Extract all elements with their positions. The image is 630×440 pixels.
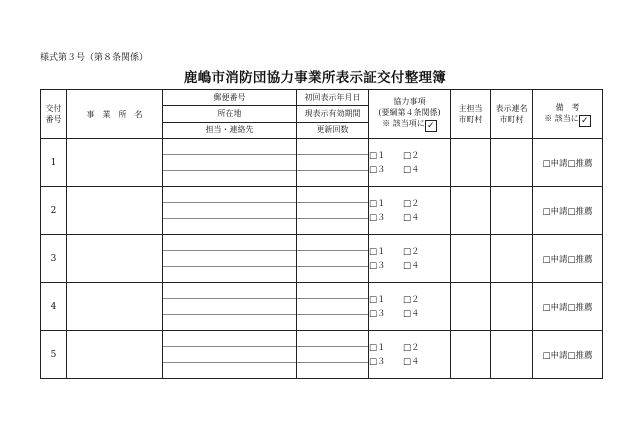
option-3-checkbox[interactable]: □３ bbox=[369, 356, 386, 367]
option-3-checkbox[interactable]: □３ bbox=[369, 308, 386, 319]
cooperation-options bbox=[369, 139, 451, 187]
location-field[interactable] bbox=[163, 347, 296, 363]
address-cell bbox=[163, 331, 297, 379]
main-town-cell[interactable] bbox=[451, 187, 491, 235]
date-cell bbox=[297, 235, 369, 283]
table-row bbox=[41, 283, 603, 331]
postal-code-field[interactable] bbox=[163, 283, 296, 299]
contact-field[interactable] bbox=[163, 315, 296, 330]
header-row bbox=[41, 90, 603, 139]
renewal-count-field[interactable] bbox=[297, 171, 368, 186]
issue-number-cell: 3 bbox=[41, 235, 67, 283]
table-row bbox=[41, 139, 603, 187]
issue-number-cell: 2 bbox=[41, 187, 67, 235]
options-line-2 bbox=[369, 307, 450, 321]
date-cell bbox=[297, 139, 369, 187]
col-cooperation bbox=[369, 90, 451, 139]
address-cell bbox=[163, 187, 297, 235]
option-3-checkbox[interactable]: □３ bbox=[369, 260, 386, 271]
option-2-checkbox[interactable]: □２ bbox=[403, 342, 420, 353]
date-cell bbox=[297, 331, 369, 379]
table-row bbox=[41, 331, 603, 379]
business-name-cell[interactable] bbox=[67, 331, 163, 379]
option-2-checkbox[interactable]: □２ bbox=[403, 246, 420, 257]
options-line-2 bbox=[369, 163, 450, 177]
postal-code-field[interactable] bbox=[163, 235, 296, 251]
col-main-town bbox=[451, 90, 491, 139]
options-line-1 bbox=[369, 197, 450, 211]
col-remarks-note: ※ 該当に bbox=[544, 113, 579, 123]
business-name-cell[interactable] bbox=[67, 139, 163, 187]
options-line-1 bbox=[369, 341, 450, 355]
valid-period-field[interactable] bbox=[297, 251, 368, 267]
options-line-2 bbox=[369, 259, 450, 273]
postal-code-field[interactable] bbox=[163, 139, 296, 155]
cooperation-options bbox=[369, 187, 451, 235]
col-main-town-line2: 市町村 bbox=[458, 115, 483, 124]
option-1-checkbox[interactable]: □１ bbox=[369, 342, 386, 353]
table-row bbox=[41, 235, 603, 283]
location-field[interactable] bbox=[163, 203, 296, 219]
first-display-date-field[interactable] bbox=[297, 139, 368, 155]
col-date-group bbox=[297, 90, 369, 139]
main-town-cell[interactable] bbox=[451, 235, 491, 283]
table-row bbox=[41, 187, 603, 235]
joint-town-cell[interactable] bbox=[491, 331, 533, 379]
remarks-cell[interactable]: □申請□推薦 bbox=[533, 283, 603, 331]
col-remarks-line1: 備 考 bbox=[555, 102, 580, 112]
options-line-1 bbox=[369, 149, 450, 163]
valid-period-field[interactable] bbox=[297, 347, 368, 363]
check-icon: ✓ bbox=[425, 120, 437, 132]
postal-code-field[interactable] bbox=[163, 187, 296, 203]
address-cell bbox=[163, 283, 297, 331]
first-display-date-field[interactable] bbox=[297, 331, 368, 347]
col-cooperation-line3 bbox=[369, 118, 450, 132]
option-2-checkbox[interactable]: □２ bbox=[403, 150, 420, 161]
valid-period-field[interactable] bbox=[297, 203, 368, 219]
issue-number-cell: 1 bbox=[41, 139, 67, 187]
option-2-checkbox[interactable]: □２ bbox=[403, 198, 420, 209]
date-cell bbox=[297, 187, 369, 235]
valid-period-field[interactable] bbox=[297, 155, 368, 171]
col-main-town-line1: 主担当 bbox=[458, 104, 483, 113]
col-first-display-date: 初回表示年月日 bbox=[297, 90, 368, 106]
cooperation-options bbox=[369, 235, 451, 283]
col-issue-no-line1: 交付 bbox=[45, 104, 62, 113]
option-1-checkbox[interactable]: □１ bbox=[369, 294, 386, 305]
remarks-cell[interactable]: □申請□推薦 bbox=[533, 139, 603, 187]
col-cooperation-line1: 協力事項 bbox=[393, 97, 426, 106]
check-icon: ✓ bbox=[579, 115, 591, 127]
option-4-checkbox[interactable]: □４ bbox=[403, 308, 420, 319]
page-title: 鹿嶋市消防団協力事業所表示証交付整理簿 bbox=[183, 70, 447, 86]
option-1-checkbox[interactable]: □１ bbox=[369, 198, 386, 209]
date-cell bbox=[297, 283, 369, 331]
options-line-1 bbox=[369, 293, 450, 307]
first-display-date-field[interactable] bbox=[297, 187, 368, 203]
option-2-checkbox[interactable]: □２ bbox=[403, 294, 420, 305]
col-business-name: 事 業 所 名 bbox=[67, 90, 163, 139]
renewal-count-field[interactable] bbox=[297, 219, 368, 234]
main-town-cell[interactable] bbox=[451, 283, 491, 331]
contact-field[interactable] bbox=[163, 171, 296, 186]
col-postal-code: 郵便番号 bbox=[163, 90, 296, 106]
contact-field[interactable] bbox=[163, 363, 296, 378]
col-address-group bbox=[163, 90, 297, 139]
main-town-cell[interactable] bbox=[451, 139, 491, 187]
col-remarks bbox=[533, 90, 603, 139]
first-display-date-field[interactable] bbox=[297, 283, 368, 299]
option-3-checkbox[interactable]: □３ bbox=[369, 164, 386, 175]
option-4-checkbox[interactable]: □４ bbox=[403, 164, 420, 175]
option-4-checkbox[interactable]: □４ bbox=[403, 212, 420, 223]
location-field[interactable] bbox=[163, 251, 296, 267]
col-contact: 担当・連絡先 bbox=[205, 125, 254, 135]
issue-number-cell: 5 bbox=[41, 331, 67, 379]
valid-period-field[interactable] bbox=[297, 299, 368, 315]
option-4-checkbox[interactable]: □４ bbox=[403, 260, 420, 271]
contact-field[interactable] bbox=[163, 219, 296, 234]
renewal-count-field[interactable] bbox=[297, 267, 368, 282]
business-name-cell[interactable] bbox=[67, 283, 163, 331]
joint-town-cell[interactable] bbox=[491, 235, 533, 283]
register-table bbox=[40, 89, 603, 379]
business-name-cell[interactable] bbox=[67, 235, 163, 283]
form-number: 様式第３号（第８条関係） bbox=[40, 53, 149, 63]
joint-town-cell[interactable] bbox=[491, 187, 533, 235]
col-location: 所在地 bbox=[163, 106, 296, 122]
options-line-2 bbox=[369, 355, 450, 369]
col-cooperation-line2: (要綱第４条関係) bbox=[378, 108, 441, 117]
col-joint-town-line1: 表示連名 bbox=[495, 104, 528, 113]
main-town-cell[interactable] bbox=[451, 331, 491, 379]
remarks-cell[interactable]: □申請□推薦 bbox=[533, 187, 603, 235]
remarks-cell[interactable]: □申請□推薦 bbox=[533, 235, 603, 283]
renewal-count-field[interactable] bbox=[297, 315, 368, 330]
option-1-checkbox[interactable]: □１ bbox=[369, 150, 386, 161]
first-display-date-field[interactable] bbox=[297, 235, 368, 251]
address-cell bbox=[163, 139, 297, 187]
location-field[interactable] bbox=[163, 155, 296, 171]
col-remarks-line2 bbox=[533, 113, 602, 127]
option-1-checkbox[interactable]: □１ bbox=[369, 246, 386, 257]
joint-town-cell[interactable] bbox=[491, 283, 533, 331]
issue-number-cell: 4 bbox=[41, 283, 67, 331]
address-cell bbox=[163, 235, 297, 283]
col-issue-no-line2: 番号 bbox=[45, 115, 62, 124]
business-name-cell[interactable] bbox=[67, 187, 163, 235]
col-issue-no bbox=[41, 90, 67, 139]
options-line-2 bbox=[369, 211, 450, 225]
col-joint-town bbox=[491, 90, 533, 139]
options-line-1 bbox=[369, 245, 450, 259]
renewal-count-field[interactable] bbox=[297, 363, 368, 378]
col-renewal-count: 更新回数 bbox=[316, 125, 349, 135]
cooperation-options bbox=[369, 331, 451, 379]
contact-field[interactable] bbox=[163, 267, 296, 282]
col-cooperation-note: ※ 該当項に bbox=[382, 119, 425, 128]
option-4-checkbox[interactable]: □４ bbox=[403, 356, 420, 367]
col-valid-period: 現表示有効期間 bbox=[297, 106, 368, 122]
cooperation-options bbox=[369, 283, 451, 331]
remarks-cell[interactable]: □申請□推薦 bbox=[533, 331, 603, 379]
location-field[interactable] bbox=[163, 299, 296, 315]
joint-town-cell[interactable] bbox=[491, 139, 533, 187]
col-joint-town-line2: 市町村 bbox=[499, 115, 524, 124]
postal-code-field[interactable] bbox=[163, 331, 296, 347]
option-3-checkbox[interactable]: □３ bbox=[369, 212, 386, 223]
